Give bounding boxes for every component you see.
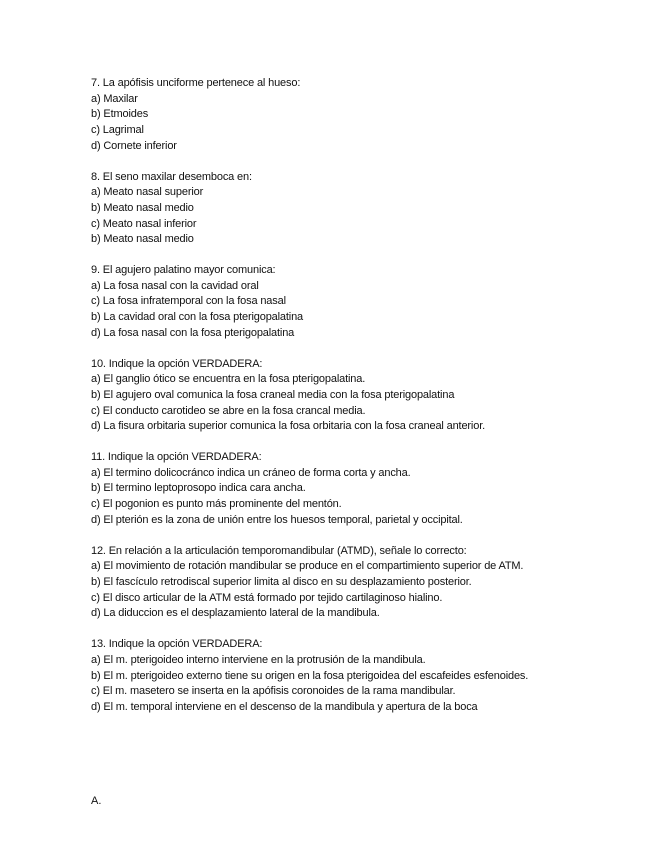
option-d: d) La fosa nasal con la fosa pterigopalatina <box>91 326 295 339</box>
option-b: b) Meato nasal medio <box>91 201 194 214</box>
option-d: d) La fisura orbitaria superior comunica la fosa orbitaria con la fosa craneal anterior. <box>91 420 486 433</box>
option-a: a) El m. pterigoideo interno interviene en la protrusión de la mandibula. <box>91 653 426 666</box>
question-7 <box>91 76 631 155</box>
option-a: a) Maxilar <box>91 92 138 105</box>
option-a: a) El movimiento de rotación mandibular se produce en el compartimiento superior de ATM. <box>91 560 524 573</box>
option-a: a) El ganglio ótico se encuentra en la fosa pterigopalatina. <box>91 373 366 386</box>
option-c: c) El pogonion es punto más prominente del mentón. <box>91 498 342 511</box>
option-c: c) El disco articular de la ATM está formado por tejido cartilaginoso hialino. <box>91 591 443 604</box>
option-d: d) La diduccion es el desplazamiento lateral de la mandibula. <box>91 607 380 620</box>
option-c: c) Lagrimal <box>91 124 144 137</box>
question-stem: 8. El seno maxilar desemboca en: <box>91 170 252 183</box>
option-b: b) El m. pterigoideo externo tiene su origen en la fosa pterigoidea del escafeides esfenoides. <box>91 669 529 682</box>
question-stem: 10. Indique la opción VERDADERA: <box>91 357 263 370</box>
question-stem: 7. La apófisis unciforme pertenece al hueso: <box>91 77 301 89</box>
option-d: b) Meato nasal medio <box>91 233 194 246</box>
option-d: d) El m. temporal interviene en el descenso de la mandibula y apertura de la boca <box>91 700 478 713</box>
option-b: b) El termino leptoprosopo indica cara ancha. <box>91 482 306 495</box>
question-13 <box>91 637 631 716</box>
question-stem: 9. El agujero palatino mayor comunica: <box>91 264 276 277</box>
question-stem: 12. En relación a la articulación temporomandibular (ATMD), señale lo correcto: <box>91 544 467 557</box>
answer-footer: A. <box>91 795 102 807</box>
option-d: d) El pterión es la zona de unión entre los huesos temporal, parietal y occipital. <box>91 513 463 526</box>
question-stem: 13. Indique la opción VERDADERA: <box>91 638 263 651</box>
option-a: a) El termino dolicocránco indica un cráneo de forma corta y ancha. <box>91 466 411 479</box>
option-c: c) El conducto carotideo se abre en la fosa crancal media. <box>91 404 366 417</box>
document-body <box>91 76 631 731</box>
option-b: b) Etmoides <box>91 108 149 121</box>
question-stem: 11. Indique la opción VERDADERA: <box>91 451 262 464</box>
option-d: d) Cornete inferior <box>91 139 177 152</box>
option-c: b) La cavidad oral con la fosa pterigopalatina <box>91 311 304 324</box>
option-b: b) El fascículo retrodiscal superior limita al disco en su desplazamiento posterior. <box>91 575 472 588</box>
option-a: a) La fosa nasal con la cavidad oral <box>91 279 259 292</box>
option-b: c) La fosa infratemporal con la fosa nasal <box>91 295 286 308</box>
option-a: a) Meato nasal superior <box>91 186 204 199</box>
question-10 <box>91 357 631 436</box>
option-b: b) El agujero oval comunica la fosa craneal media con la fosa pterigopalatina <box>91 388 455 401</box>
question-12 <box>91 544 631 623</box>
question-8 <box>91 170 631 249</box>
question-11 <box>91 450 631 529</box>
option-c: c) El m. masetero se inserta en la apófisis coronoides de la rama mandibular. <box>91 685 456 698</box>
option-c: c) Meato nasal inferior <box>91 217 197 230</box>
question-9 <box>91 263 631 342</box>
